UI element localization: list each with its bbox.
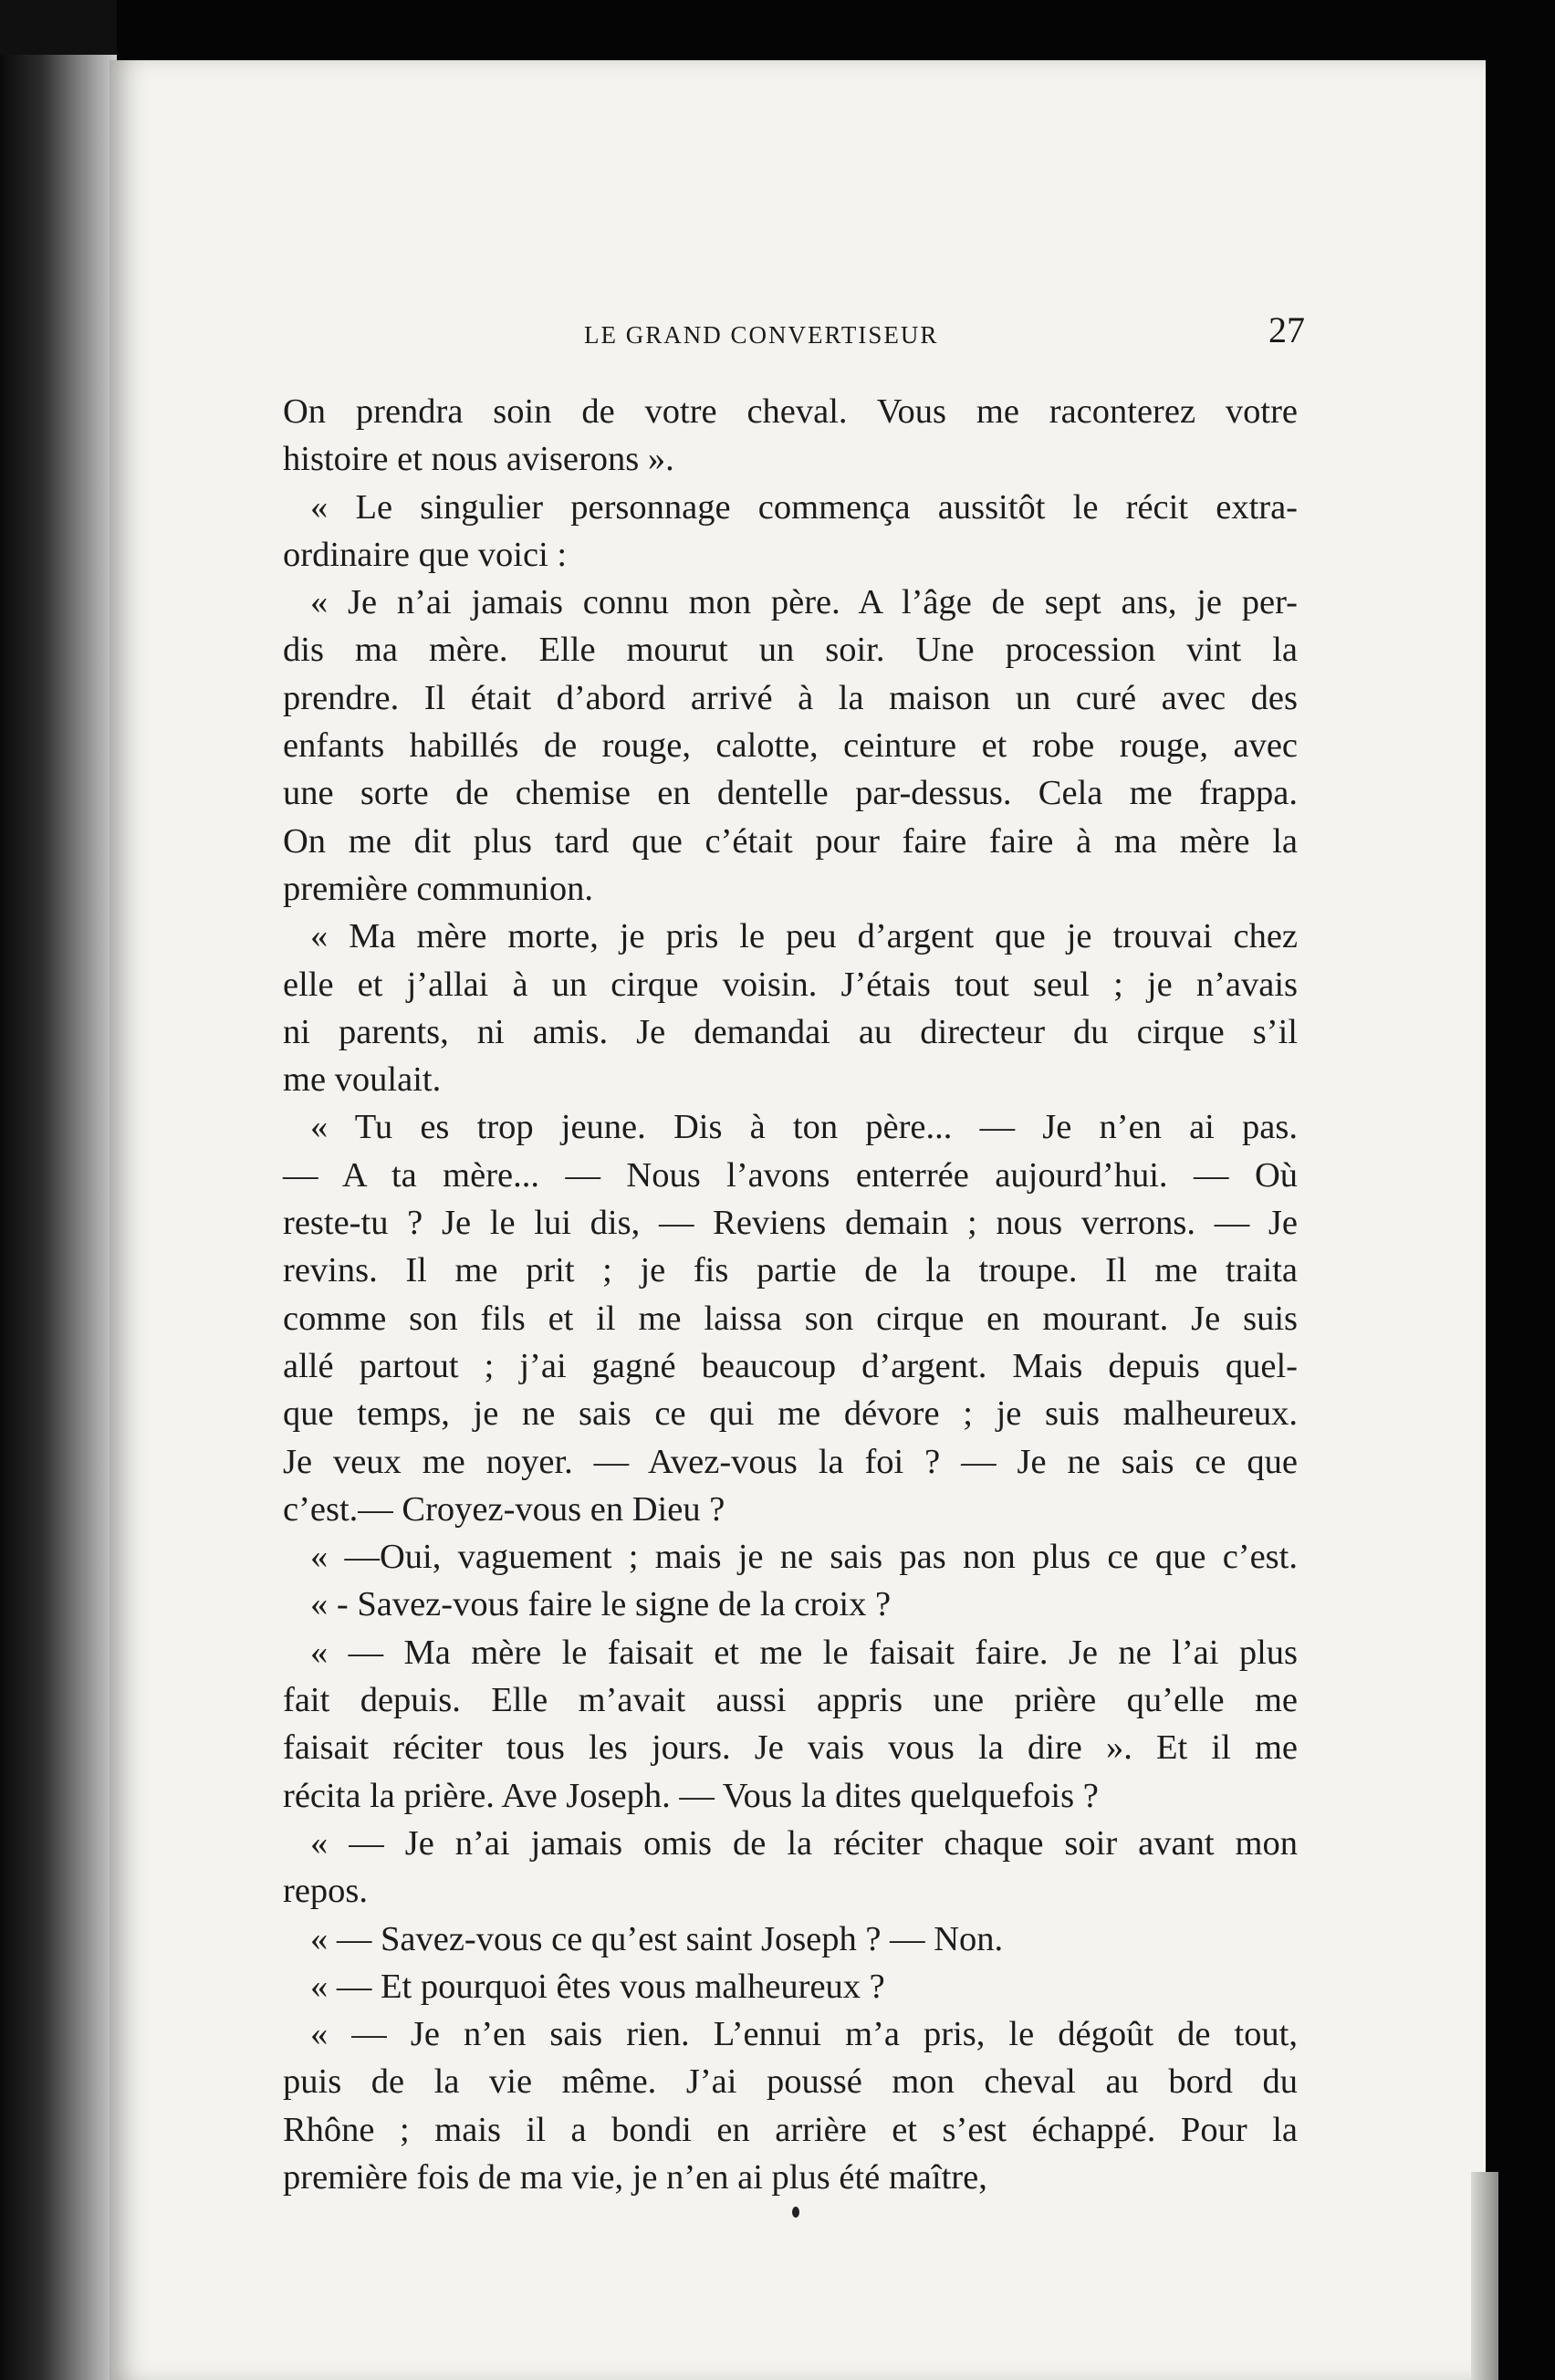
text-line: prendre. Il était d’abord arrivé à la maison un curé avec des (283, 678, 1298, 717)
text-line: c’est.— Croyez-vous en Dieu ? (283, 1489, 725, 1529)
text-line: première communion. (283, 869, 593, 908)
text-line: « Tu es trop jeune. Dis à ton père... — Je n’en ai pas. (310, 1108, 1298, 1147)
text-line: puis de la vie même. J’ai poussé mon cheval au bord du (283, 2062, 1298, 2102)
page-number: 27 (1268, 309, 1305, 350)
text-line: comme son fils et il me laissa son cirque en mourant. Je suis (283, 1299, 1298, 1338)
text-line: Rhône ; mais il a bondi en arrière et s’est échappé. Pour la (283, 2110, 1298, 2149)
text-line: une sorte de chemise en dentelle par-dessus. Cela me frappa. (283, 774, 1298, 813)
text-line: ordinaire que voici : (283, 535, 568, 574)
text-line: On prendra soin de votre cheval. Vous me raconterez votre (283, 392, 1298, 431)
text-line: — A ta mère... — Nous l’avons enterrée aujourd’hui. — Où (283, 1155, 1298, 1195)
text-line: « — Je n’ai jamais omis de la réciter chaque soir avant mon (310, 1823, 1298, 1863)
text-line: histoire et nous aviserons ». (283, 440, 674, 479)
text-line: « — Savez-vous ce qu’est saint Joseph ? — Non. (310, 1919, 1004, 1958)
text-line: enfants habillés de rouge, calotte, ceinture et robe rouge, avec (283, 726, 1298, 766)
text-line: me voulait. (283, 1060, 442, 1100)
text-line: « - Savez-vous faire le signe de la croix ? (310, 1585, 892, 1624)
running-head-title: LE GRAND CONVERTISEUR (584, 321, 939, 349)
scan-border (0, 0, 117, 58)
text-line: « Ma mère morte, je pris le peu d’argent que je trouvai chez (310, 917, 1298, 956)
book-spine-shadow (0, 55, 117, 2380)
text-line: revins. Il me prit ; je fis partie de la troupe. Il me traita (283, 1251, 1298, 1290)
text-line: « Le singulier personnage commença aussitôt le récit extra- (310, 487, 1298, 527)
text-line: elle et j’allai à un cirque voisin. J’étais tout seul ; je n’avais (283, 965, 1298, 1004)
text-line: repos. (283, 1872, 369, 1911)
body-text (283, 388, 1298, 2201)
running-head (274, 308, 1305, 363)
text-line: « — Je n’en sais rien. L’ennui m’a pris, le dégoût de tout, (310, 2015, 1298, 2054)
text-line: ni parents, ni amis. Je demandai au directeur du cirque s’il (283, 1012, 1298, 1051)
text-line: On me dit plus tard que c’était pour faire faire à ma mère la (283, 821, 1298, 861)
ink-speck (792, 2207, 799, 2218)
text-line: allé partout ; j’ai gagné beaucoup d’argent. Mais depuis quel- (283, 1346, 1298, 1385)
text-line: « — Et pourquoi êtes vous malheureux ? (310, 1967, 885, 2006)
text-line: récita la prière. Ave Joseph. — Vous la dites quelquefois ? (283, 1776, 1099, 1815)
text-line: fait depuis. Elle m’avait aussi appris une prière qu’elle me (283, 1681, 1298, 1720)
text-line: « — Ma mère le faisait et me le faisait faire. Je ne l’ai plus (310, 1633, 1298, 1672)
text-line: « —Oui, vaguement ; mais je ne sais pas non plus ce que c’est. (310, 1538, 1298, 1577)
text-line: faisait réciter tous les jours. Je vais vous la dire ». Et il me (283, 1728, 1298, 1768)
text-line: première fois de ma vie, je n’en ai plus été maître, (283, 2157, 987, 2197)
text-line: dis ma mère. Elle mourut un soir. Une procession vint la (283, 631, 1298, 670)
text-line: « Je n’ai jamais connu mon père. A l’âge de sept ans, je per- (310, 583, 1298, 622)
text-line: que temps, je ne sais ce qui me dévore ; je suis malheureux. (283, 1394, 1298, 1434)
page-edge (1471, 2172, 1498, 2380)
text-line: Je veux me noyer. — Avez-vous la foi ? — Je ne sais ce que (283, 1442, 1298, 1481)
text-line: reste-tu ? Je le lui dis, — Reviens demain ; nous verrons. — Je (283, 1204, 1298, 1243)
